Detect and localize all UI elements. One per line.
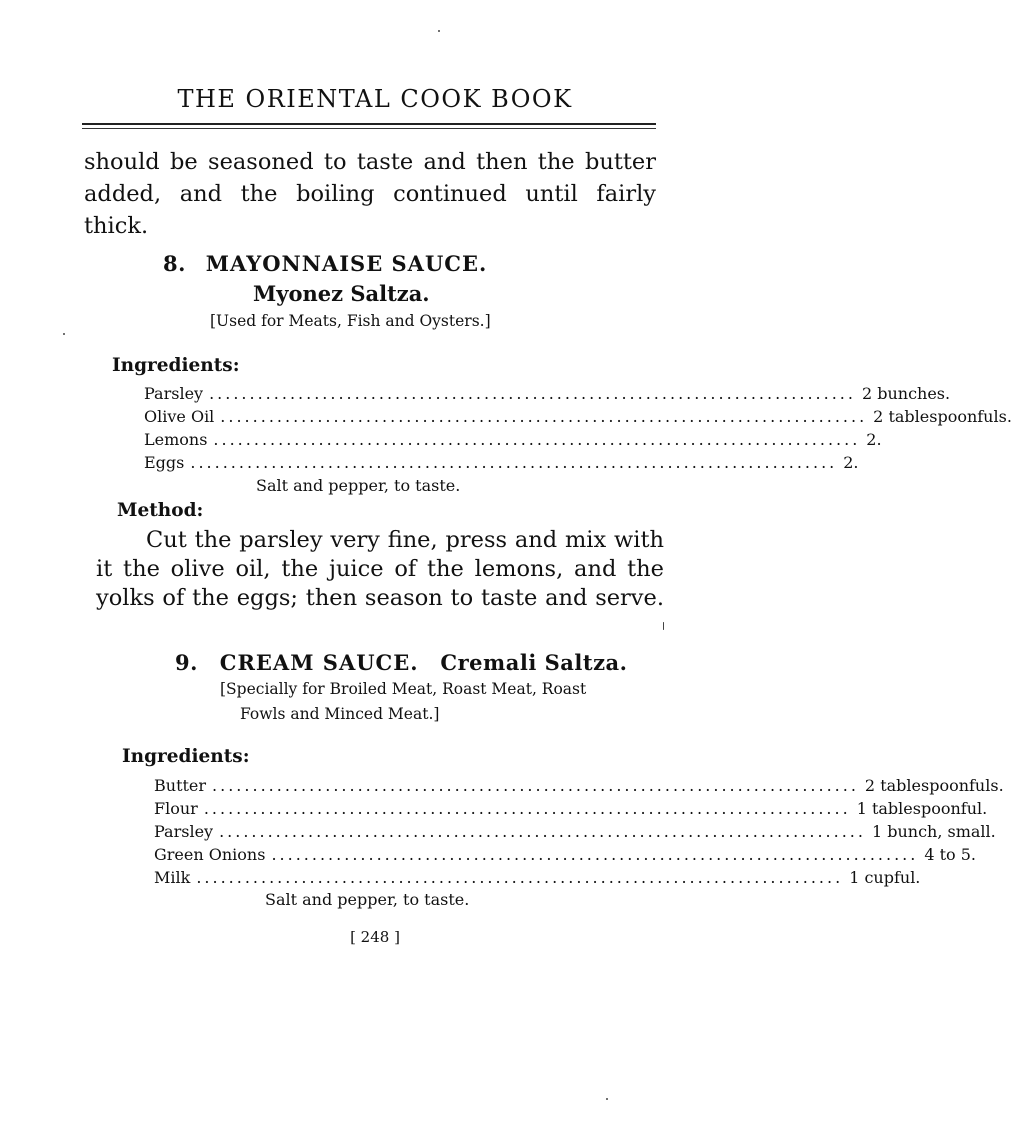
page-number: [ 248 ] <box>350 928 400 946</box>
recipe-9-heading <box>175 650 627 675</box>
recipe-9-ingredients-label: Ingredients: <box>122 746 250 767</box>
running-header: THE ORIENTAL COOK BOOK <box>177 85 573 113</box>
recipe-8-number: 8. <box>163 251 186 276</box>
recipe-8-note: [Used for Meats, Fish and Oysters.] <box>210 312 491 330</box>
recipe-9-subtitle: Cremali Saltza. <box>440 650 628 675</box>
scan-speck <box>63 333 65 335</box>
leader-dots: ................................................................................ <box>203 799 851 818</box>
leader-dots: ................................................................................ <box>190 453 838 472</box>
recipe-9-number: 9. <box>175 650 198 675</box>
scan-speck <box>438 30 440 32</box>
ingredient-name: Green Onions <box>154 845 266 864</box>
recipe-8-title: MAYONNAISE SAUCE. <box>205 251 488 276</box>
leader-dots: ................................................................................ <box>220 407 868 426</box>
recipe-9-ingredient-row <box>154 799 988 818</box>
ingredient-qty: 2 tablespoonfuls. <box>873 407 1012 426</box>
ingredient-name: Parsley <box>154 822 214 841</box>
recipe-8-ingredient-row <box>144 407 1012 426</box>
intro-line-3: thick. <box>84 213 149 239</box>
recipe-8-ingredients-label: Ingredients: <box>112 355 240 376</box>
recipe-9-ingredient-row <box>154 776 1004 795</box>
ingredient-qty: 1 cupful. <box>849 868 921 887</box>
leader-dots: ................................................................................ <box>196 868 844 887</box>
intro-line-2: added, and the boiling continued until fairly <box>84 181 656 207</box>
recipe-8-ingredient-row <box>144 430 882 449</box>
recipe-8-ingredient-row <box>144 384 951 403</box>
ingredient-qty: 2 tablespoonfuls. <box>864 776 1004 795</box>
leader-dots: ................................................................................ <box>213 430 861 449</box>
recipe-9-ingredient-row <box>154 868 921 887</box>
method-line-1: Cut the parsley very fine, press and mix with <box>146 527 664 553</box>
ingredient-name: Lemons <box>144 430 208 449</box>
ingredient-qty: 2 bunches. <box>861 384 951 403</box>
recipe-9-ingredient-row <box>154 845 977 864</box>
scan-speck <box>606 1098 608 1100</box>
recipe-9-note-line-1: [Specially for Broiled Meat, Roast Meat, Roast <box>220 680 587 698</box>
intro-paragraph <box>84 146 656 242</box>
ingredient-qty: 1 bunch, small. <box>871 822 996 841</box>
recipe-9-ingredient-row <box>154 822 996 841</box>
recipe-8-heading <box>163 251 487 276</box>
leader-dots: ................................................................................ <box>212 776 859 795</box>
leader-dots: ................................................................................ <box>209 384 856 403</box>
ingredient-qty: 1 tablespoonful. <box>856 799 988 818</box>
ingredient-name: Milk <box>154 868 191 887</box>
intro-line-1: should be seasoned to taste and then the butter <box>84 149 656 175</box>
ingredient-name: Butter <box>154 776 207 795</box>
leader-dots: ................................................................................ <box>271 845 919 864</box>
ingredient-name: Flour <box>154 799 198 818</box>
ingredient-qty: 2. <box>843 453 859 472</box>
ingredient-name: Olive Oil <box>144 407 215 426</box>
recipe-8-method <box>96 526 664 613</box>
ingredient-name: Eggs <box>144 453 185 472</box>
recipe-9-salt-note: Salt and pepper, to taste. <box>265 890 470 909</box>
header-rule-thick <box>82 123 656 125</box>
header-rule-thin <box>82 128 656 129</box>
scan-speck <box>663 622 664 630</box>
ingredient-qty: 2. <box>866 430 882 449</box>
method-line-2: it the olive oil, the juice of the lemons, and the <box>96 556 664 582</box>
leader-dots: ................................................................................ <box>219 822 866 841</box>
recipe-8-salt-note: Salt and pepper, to taste. <box>256 476 461 495</box>
recipe-8-subtitle: Myonez Saltza. <box>253 281 430 306</box>
ingredient-name: Parsley <box>144 384 204 403</box>
recipe-9-note-line-2: Fowls and Minced Meat.] <box>240 705 440 723</box>
method-line-3: yolks of the eggs; then season to taste and serve. <box>96 585 664 611</box>
recipe-8-method-label: Method: <box>117 500 204 521</box>
recipe-8-ingredient-row <box>144 453 859 472</box>
ingredient-qty: 4 to 5. <box>924 845 977 864</box>
recipe-9-title: CREAM SAUCE. <box>219 650 419 675</box>
